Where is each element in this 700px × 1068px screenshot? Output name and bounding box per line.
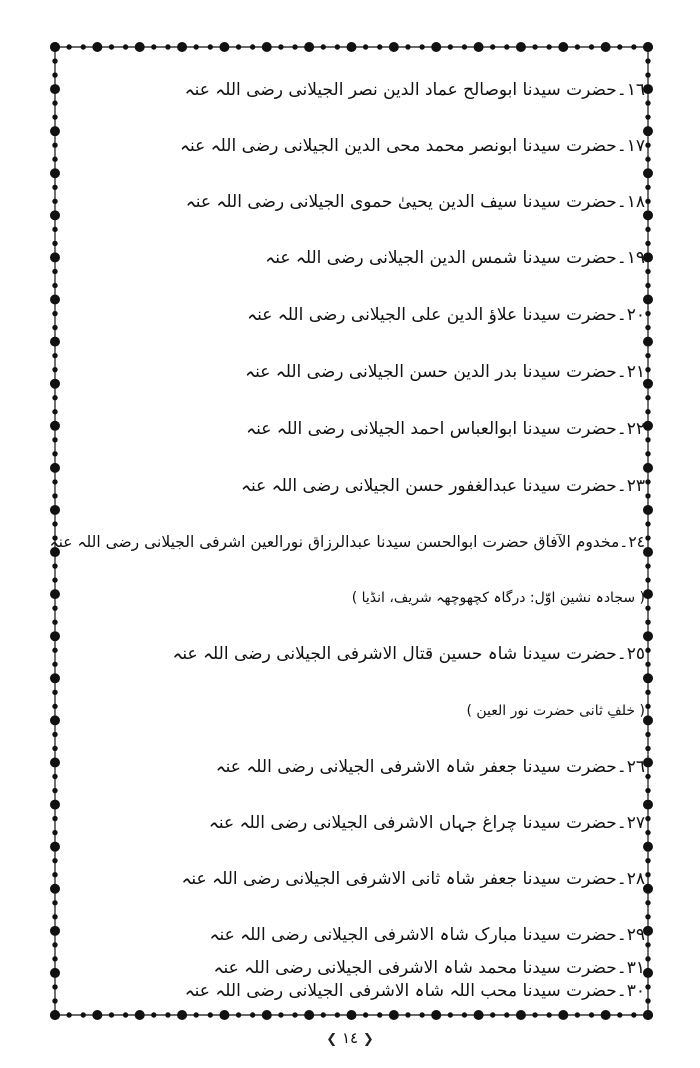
ornament-right-icon: ❯ — [326, 1032, 338, 1047]
border-bead-icon — [51, 421, 60, 430]
border-bead-icon — [646, 143, 650, 147]
entry-29: ٢٩۔حضرت سیدنا مبارک شاہ الاشرفی الجیلانی رضی اللہ عنہ — [209, 925, 645, 945]
border-bead-icon — [646, 915, 650, 919]
border-bead-icon — [51, 127, 60, 136]
border-bead-icon — [646, 367, 650, 371]
border-bead-icon — [53, 830, 57, 834]
page-number-value: ١٤ — [341, 1029, 359, 1047]
border-bead-icon — [646, 606, 650, 610]
border-bead-icon — [646, 115, 650, 119]
entry-26: ٢٦۔حضرت سیدنا جعفر شاہ الاشرفی الجیلانی رضی اللہ عنہ — [215, 757, 645, 777]
border-bead-icon — [53, 564, 57, 568]
border-bead-icon — [646, 943, 650, 947]
entry-20: ٢٠۔حضرت سیدنا علاؤ الدین علی الجیلانی رضی اللہ عنہ — [247, 305, 645, 325]
border-bead-icon — [51, 85, 60, 94]
border-bead-icon — [51, 716, 60, 725]
border-bead-icon — [53, 494, 57, 498]
entry-22: ٢٢۔حضرت سیدنا ابوالعباس احمد الجیلانی رضی اللہ عنہ — [246, 419, 645, 439]
border-bead-icon — [53, 410, 57, 414]
page-content-tail — [49, 0, 645, 1068]
border-bead-icon — [53, 732, 57, 736]
border-bead-icon — [646, 241, 650, 245]
border-bead-icon — [51, 674, 60, 683]
border-bead-icon — [646, 873, 650, 877]
border-bead-icon — [53, 774, 57, 778]
border-bead-icon — [53, 199, 57, 203]
border-bead-icon — [53, 648, 57, 652]
border-bead-icon — [646, 199, 650, 203]
border-bead-icon — [53, 788, 57, 792]
border-bead-icon — [646, 774, 650, 778]
border-bead-icon — [646, 452, 650, 456]
note-sajjada-nashin: ( سجادہ نشین اوّل: درگاہ کچھوچھہ شریف، انڈیا ) — [351, 590, 645, 606]
border-bead-icon — [646, 157, 650, 161]
border-bead-icon — [53, 985, 57, 989]
border-bead-icon — [646, 564, 650, 568]
entry-28: ٢٨۔حضرت سیدنا جعفر شاہ ثانی الاشرفی الجیلانی رضی اللہ عنہ — [181, 869, 645, 889]
border-bead-icon — [646, 522, 650, 526]
border-bead-icon — [51, 758, 60, 767]
border-bead-icon — [53, 59, 57, 63]
border-bead-icon — [51, 211, 60, 220]
border-bead-icon — [53, 185, 57, 189]
border-bead-icon — [53, 816, 57, 820]
border-bead-icon — [51, 169, 60, 178]
border-bead-icon — [53, 690, 57, 694]
ornament-left-icon: ❮ — [362, 1032, 374, 1047]
entry-23: ٢٣۔حضرت سیدنا عبدالغفور حسن الجیلانی رضی اللہ عنہ — [241, 476, 645, 496]
border-bead-icon — [646, 578, 650, 582]
border-bead-icon — [646, 788, 650, 792]
border-bead-icon — [53, 101, 57, 105]
border-bead-icon — [646, 438, 650, 442]
border-bead-icon — [53, 73, 57, 77]
border-bead-icon — [51, 295, 60, 304]
entry-19: ١٩۔حضرت سیدنا شمس الدین الجیلانی رضی اللہ عنہ — [265, 248, 645, 268]
border-bead-icon — [51, 968, 60, 977]
border-bead-icon — [53, 157, 57, 161]
border-bead-icon — [646, 353, 650, 357]
border-bead-icon — [53, 438, 57, 442]
border-bead-icon — [53, 858, 57, 862]
border-bead-icon — [53, 943, 57, 947]
border-bead-icon — [53, 396, 57, 400]
border-bead-icon — [53, 325, 57, 329]
border-bead-icon — [646, 985, 650, 989]
border-bead-icon — [646, 283, 650, 287]
border-bead-icon — [646, 325, 650, 329]
border-bead-icon — [646, 185, 650, 189]
border-bead-icon — [53, 480, 57, 484]
border-bead-icon — [646, 396, 650, 400]
border-bead-icon — [646, 648, 650, 652]
border-bead-icon — [646, 999, 650, 1003]
border-bead-icon — [646, 311, 650, 315]
border-bead-icon — [53, 227, 57, 231]
border-bead-icon — [646, 536, 650, 540]
border-bead-icon — [53, 620, 57, 624]
border-bead-icon — [53, 662, 57, 666]
border-bead-icon — [53, 957, 57, 961]
border-bead-icon — [646, 494, 650, 498]
border-bead-icon — [51, 800, 60, 809]
border-bead-icon — [646, 480, 650, 484]
border-bead-icon — [53, 143, 57, 147]
border-bead-icon — [51, 43, 60, 52]
border-bead-icon — [646, 620, 650, 624]
entry-16: ١٦۔حضرت سیدنا ابوصالح عماد الدین نصر الجیلانی رضی اللہ عنہ — [184, 80, 645, 100]
border-bead-icon — [646, 704, 650, 708]
border-bead-icon — [646, 746, 650, 750]
border-bead-icon — [646, 816, 650, 820]
border-bead-icon — [51, 337, 60, 346]
border-bead-icon — [646, 957, 650, 961]
border-bead-icon — [53, 311, 57, 315]
border-bead-icon — [53, 353, 57, 357]
border-bead-icon — [646, 901, 650, 905]
last-entry-wrap — [70, 956, 645, 986]
border-bead-icon — [53, 269, 57, 273]
border-bead-icon — [53, 999, 57, 1003]
border-bead-icon — [51, 1011, 60, 1020]
border-bead-icon — [646, 690, 650, 694]
entry-24: ٢٤۔مخدوم الآفاق حضرت ابوالحسن سیدنا عبدالرزاق نورالعین اشرفی الجیلانی رضی اللہ عنہ — [49, 533, 645, 551]
border-bead-icon — [51, 632, 60, 641]
border-bead-icon — [53, 578, 57, 582]
border-bead-icon — [53, 746, 57, 750]
entry-27: ٢٧۔حضرت سیدنا چراغ جہاں الاشرفی الجیلانی رضی اللہ عنہ — [208, 813, 645, 833]
border-bead-icon — [646, 662, 650, 666]
border-bead-icon — [646, 227, 650, 231]
border-bead-icon — [53, 522, 57, 526]
border-bead-icon — [53, 873, 57, 877]
border-bead-icon — [53, 915, 57, 919]
border-bead-icon — [51, 463, 60, 472]
entry-18: ١٨۔حضرت سیدنا سیف الدین یحییٰ حموی الجیلانی رضی اللہ عنہ — [185, 192, 645, 212]
border-bead-icon — [53, 452, 57, 456]
entry-21: ٢١۔حضرت سیدنا بدر الدین حسن الجیلانی رضی اللہ عنہ — [245, 362, 645, 382]
border-bead-icon — [646, 410, 650, 414]
border-bead-icon — [51, 884, 60, 893]
border-bead-icon — [51, 590, 60, 599]
border-bead-icon — [53, 241, 57, 245]
border-bead-icon — [646, 59, 650, 63]
page-number — [300, 1022, 400, 1054]
border-bead-icon — [646, 101, 650, 105]
border-bead-icon — [51, 842, 60, 851]
border-bead-icon — [53, 283, 57, 287]
entry-17: ١٧۔حضرت سیدنا ابونصر محمد محی الدین الجیلانی رضی اللہ عنہ — [180, 136, 645, 156]
entry-31: ٣١۔حضرت سیدنا محمد شاہ الاشرفی الجیلانی رضی اللہ عنہ — [213, 958, 645, 978]
border-bead-icon — [51, 926, 60, 935]
border-bead-icon — [646, 73, 650, 77]
border-bead-icon — [53, 115, 57, 119]
border-bead-icon — [646, 830, 650, 834]
border-bead-icon — [51, 379, 60, 388]
border-bead-icon — [646, 269, 650, 273]
border-bead-icon — [51, 253, 60, 262]
border-bead-icon — [53, 704, 57, 708]
note-khalaf-sani: ( خلفِ ثانی حضرت نور العین ) — [466, 703, 645, 719]
border-bead-icon — [53, 606, 57, 610]
border-bead-icon — [53, 367, 57, 371]
border-bead-icon — [646, 858, 650, 862]
entry-30: ٣٠۔حضرت سیدنا محب اللہ شاہ الاشرفی الجیلانی رضی اللہ عنہ — [184, 981, 645, 1001]
border-bead-icon — [53, 901, 57, 905]
border-bead-icon — [646, 732, 650, 736]
entry-25: ٢٥۔حضرت سیدنا شاہ حسین قتال الاشرفی الجیلانی رضی اللہ عنہ — [172, 644, 645, 664]
border-bead-icon — [51, 505, 60, 514]
